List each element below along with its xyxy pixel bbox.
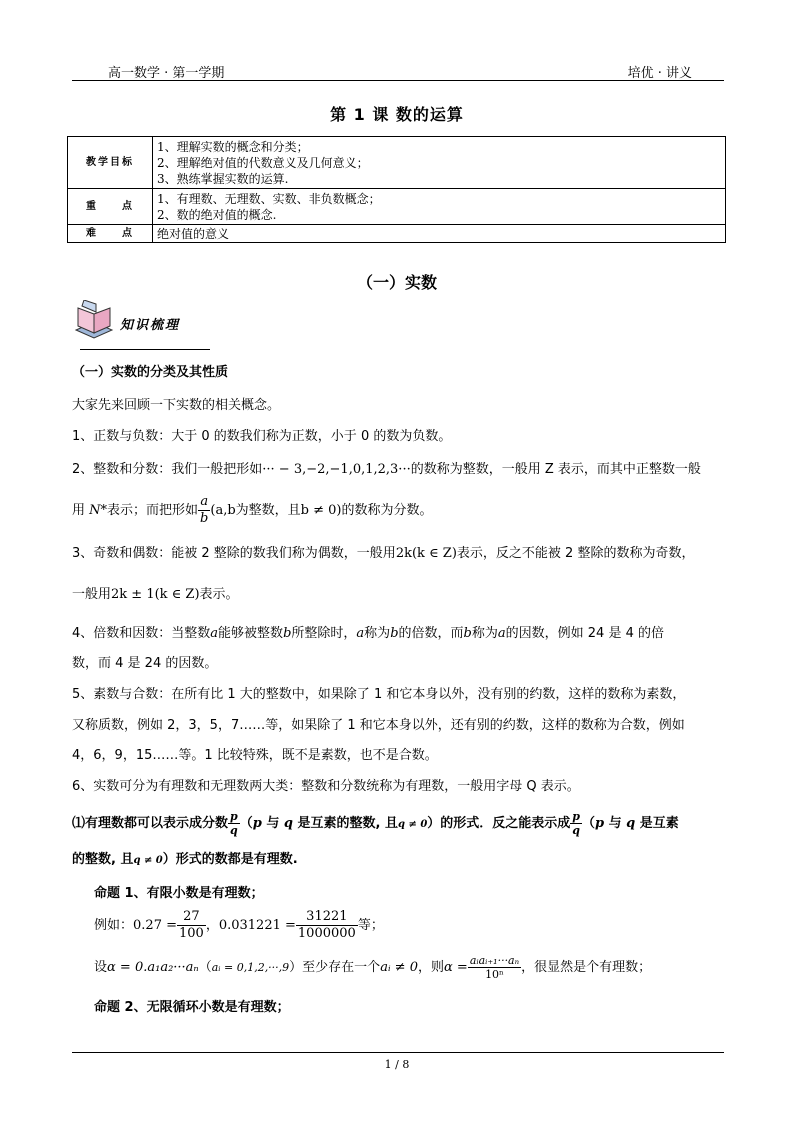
page-number: 1 / 8 [384,1058,410,1071]
numerator: a [198,494,210,511]
text: ，很显然是个有理数； [521,960,652,975]
text: ， [205,918,219,933]
denominator: 100 [179,926,204,941]
denominator: 10ⁿ [485,968,504,981]
item-4-line1 [72,625,727,643]
intro-text: 大家先来回顾一下实数的相关概念。 [72,398,281,413]
text: ）的形式．反之能表示成 [427,816,571,831]
digit-range: aᵢ = 0,1,2,···,9 [211,961,290,974]
text: 是互素的整数, 且 [292,816,398,831]
text: 表示。 [199,587,239,602]
text: 的数称为整数，一般用 Z 表示，而其中正整数一般 [410,462,701,477]
text: 能够被整数 [218,626,284,641]
text: 表示；而把形如 [107,503,199,518]
item-3-line2 [72,586,727,604]
fraction-p-q [570,810,582,837]
proposition-line2 [72,851,727,870]
fraction-a-b [198,494,210,527]
section-title: （一）实数 [356,273,437,292]
var: a [497,626,506,641]
text: （ [239,816,253,831]
theorem-2: 命题 2、无限循环小数是有理数； [94,1000,290,1015]
goals-row [68,137,726,189]
item-5-line2: 又称质数，例如 2，3，5，7……等，如果除了 1 和它本身以外，还有别的约数，这样的数称为合数，例如 [72,718,685,733]
numerator: 31221 [296,909,358,926]
key-point-line: 1、有理数、无理数、实数、非负数概念； [157,191,381,206]
numerator: aᵢaᵢ₊₁···aₙ [469,954,520,967]
fraction-31221 [296,909,358,942]
text: 的因数，例如 24 是 4 的倍 [505,626,664,641]
text: 的数称为分数。 [341,503,433,518]
key-points-value [153,189,726,225]
text: 与 [261,816,284,831]
difficulty-row [68,225,726,243]
text: ⑴有理数都可以表示成分数 [72,816,229,831]
text: 是互素 [635,816,679,831]
goals-key: 教学目标 [68,137,153,189]
book-icon [72,300,116,344]
var: b [463,626,472,641]
var: a [210,626,219,641]
text: 例如： [94,918,134,933]
item-5-line3: 4，6，9，15……等。1 比较特殊，既不是素数，也不是合数。 [72,748,438,763]
equation: α = [444,960,468,975]
text: ）形式的数都是有理数. [162,852,298,867]
odd-formula: 2k ± 1(k ∈ Z) [111,587,200,602]
text: ）至少存在一个 [289,960,381,975]
key-points-row [68,189,726,225]
var: p [252,816,262,831]
text: ，则 [417,960,444,975]
fraction-alpha [468,954,521,981]
theorem-1: 命题 1、有限小数是有理数； [94,886,264,901]
goal-line: 3、熟练掌握实数的运算. [157,171,289,186]
text: 所整除时， [291,626,357,641]
text: 用 [72,503,86,518]
denominator: b [200,511,209,526]
goal-line: 1、理解实数的概念和分类； [157,139,309,154]
text: 的整数, 且 [72,852,134,867]
item-6: 6、实数可分为有理数和无理数两大类：整数和分数统称为有理数，一般用字母 Q 表示。 [72,779,580,794]
text: 称为 [364,626,391,641]
text: 与 [604,816,627,831]
text: 称为 [471,626,498,641]
difficulty-value: 绝对值的意义 [153,225,726,243]
equation: 0.031221 = [218,918,296,933]
text: （ [582,816,596,831]
var: a [356,626,365,641]
key-point-line: 2、数的绝对值的概念. [157,207,277,222]
item-2-line2 [72,493,727,529]
key-points-key: 重 点 [68,189,153,225]
equation: 0.27 = [133,918,177,933]
text: 4、倍数和因数：当整数 [72,626,211,641]
set-line [94,950,749,986]
text: 设 [94,960,108,975]
numerator: p [230,810,238,823]
fraction-27-100 [177,909,206,942]
item-3-line1 [72,545,727,563]
denominator: 1000000 [297,926,356,941]
integer-sequence: ··· − 3,−2,−1,0,1,2,3··· [262,462,411,477]
item-1: 1、正数与负数：大于 0 的数我们称为正数，小于 0 的数为负数。 [72,429,452,444]
proposition-line1 [72,804,727,845]
text: 表示，反之不能被 2 整除的数称为奇数， [456,546,695,561]
item-5-line1: 5、素数与合数：在所有比 1 大的整数中，如果除了 1 和它本身以外，没有别的约数，这样的数称为素数， [72,687,686,702]
even-formula: 2k(k ∈ Z) [395,546,457,561]
header-right: 培优 · 讲义 [627,66,692,81]
text: 一般用 [72,587,112,602]
header-left: 高一数学 · 第一学期 [108,66,225,81]
condition: q ≠ 0 [133,855,163,866]
knowledge-divider [80,349,210,350]
example-line [94,906,749,946]
item-4-line2: 数，而 4 是 24 的因数。 [72,656,218,671]
goals-table [67,136,726,243]
item-2-line1 [72,461,727,479]
knowledge-label: 知识梳理 [120,318,181,333]
difficulty-key: 难 点 [68,225,153,243]
var: q [626,816,636,831]
text: 2、整数和分数：我们一般把形如 [72,462,263,477]
text: 3、奇数和偶数：能被 2 整除的数我们称为偶数，一般用 [72,546,396,561]
lesson-title: 第 1 课 数的运算 [330,105,464,124]
var: q [283,816,293,831]
symbol-n-star: N* [89,503,108,518]
sub-heading: （一）实数的分类及其性质 [72,365,229,380]
goals-value [153,137,726,189]
numerator: 27 [177,909,206,926]
condition: (a,b为整数，且b ≠ 0) [210,503,342,518]
goal-line: 2、理解绝对值的代数意义及几何意义； [157,155,369,170]
condition: aᵢ ≠ 0 [380,960,418,975]
var: b [390,626,399,641]
var: b [283,626,292,641]
text: （ [198,960,212,975]
text: 等； [357,918,384,933]
footer-divider [72,1052,724,1053]
alpha-def: α = 0.a₁a₂···aₙ [107,960,199,975]
page-header [72,62,724,81]
text: 的倍数，而 [398,626,464,641]
condition: q ≠ 0 [397,819,428,830]
denominator: q [572,824,580,837]
var: p [595,816,605,831]
fraction-p-q [228,810,240,837]
denominator: q [230,824,238,837]
numerator: p [572,810,580,823]
